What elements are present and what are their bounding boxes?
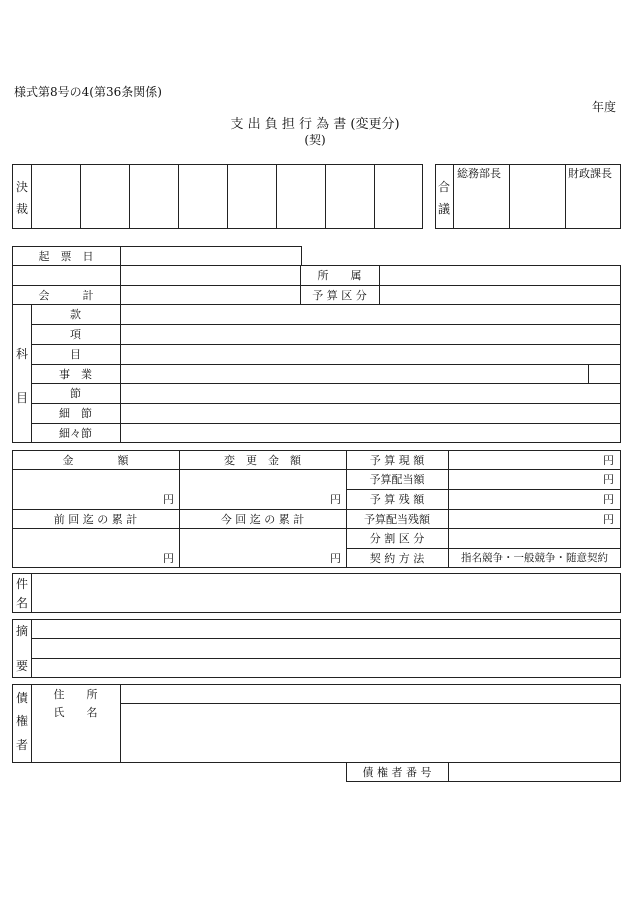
- saiken-label-1: 債: [15, 691, 28, 705]
- soumu-buchou-label: 総務部長: [457, 167, 501, 180]
- yosan-haitou-label: 予算配当額: [369, 473, 425, 486]
- shozoku-label: 所 属: [317, 269, 362, 282]
- konkai-yen: 円: [330, 552, 341, 565]
- tekiyou-label-1: 摘: [15, 624, 28, 638]
- kamoku-saisaisetsu: 細々節: [59, 427, 92, 440]
- page-title: 支 出 負 担 行 為 書 (変更分): [230, 117, 400, 132]
- zaisei-kachou-label: 財政課長: [568, 167, 612, 180]
- saiken-name-label: 氏 名: [53, 706, 98, 719]
- kamoku-saisetsu: 細 節: [59, 407, 92, 420]
- kessai-label-2: 裁: [15, 202, 28, 216]
- gougi-label-2: 議: [437, 202, 450, 216]
- henkou-yen: 円: [330, 493, 341, 506]
- kamoku-kou: 項: [70, 328, 81, 341]
- zenkai-yen: 円: [163, 552, 174, 565]
- kamoku-side-1: 科: [15, 347, 28, 361]
- saiken-number-label: 債 権 者 番 号: [362, 766, 432, 779]
- saiken-address-label: 住 所: [53, 688, 98, 701]
- kenmei-label-2: 名: [15, 596, 28, 610]
- haitou-yen: 円: [603, 473, 614, 486]
- tekiyou-label-2: 要: [15, 659, 28, 673]
- bunkatsu-kubun-label: 分 割 区 分: [369, 532, 425, 545]
- konkai-ruikei-header: 今 回 迄 の 累 計: [220, 513, 305, 526]
- genkaku-yen: 円: [603, 454, 614, 467]
- kamoku-moku: 目: [70, 348, 81, 361]
- tekiyou-box: [12, 619, 621, 678]
- fiscal-year-label: 年度: [592, 100, 617, 114]
- haitou-zan-yen: 円: [603, 513, 614, 526]
- kaikei-label: 会 計: [38, 289, 94, 302]
- kamoku-setsu: 節: [70, 387, 81, 400]
- saiken-label-3: 者: [15, 738, 28, 752]
- page-subtitle: (契): [304, 133, 326, 147]
- kingaku-header: 金 額: [62, 454, 129, 467]
- keiyaku-houhou-value: 指名競争・一般競争・随意契約: [461, 552, 608, 564]
- kamoku-jigyou: 事 業: [59, 368, 92, 381]
- kamoku-kan: 款: [70, 308, 81, 321]
- kihyoubi-label: 起 票 日: [38, 250, 94, 263]
- keiyaku-houhou-label: 契 約 方 法: [369, 552, 425, 565]
- zangaku-yen: 円: [603, 493, 614, 506]
- yosan-kubun-label: 予 算 区 分: [312, 289, 367, 302]
- kenmei-box: [12, 573, 621, 613]
- henkou-kingaku-header: 変 更 金 額: [224, 454, 301, 467]
- yosan-zangaku-label: 予 算 残 額: [369, 493, 425, 506]
- kessai-label-1: 決: [15, 180, 28, 194]
- saiken-label-2: 権: [15, 714, 28, 728]
- zenkai-ruikei-header: 前 回 迄 の 累 計: [53, 513, 138, 526]
- gougi-label-1: 合: [437, 180, 450, 194]
- yosan-genkaku-label: 予 算 現 額: [369, 454, 425, 467]
- kessai-box: [12, 164, 423, 229]
- kingaku-yen: 円: [163, 493, 174, 506]
- yosan-haitou-zan-label: 予算配当残額: [364, 513, 430, 526]
- form-number: 様式第8号の4(第36条関係): [14, 85, 162, 99]
- kenmei-label-1: 件: [15, 577, 28, 591]
- kamoku-side-2: 目: [15, 391, 28, 405]
